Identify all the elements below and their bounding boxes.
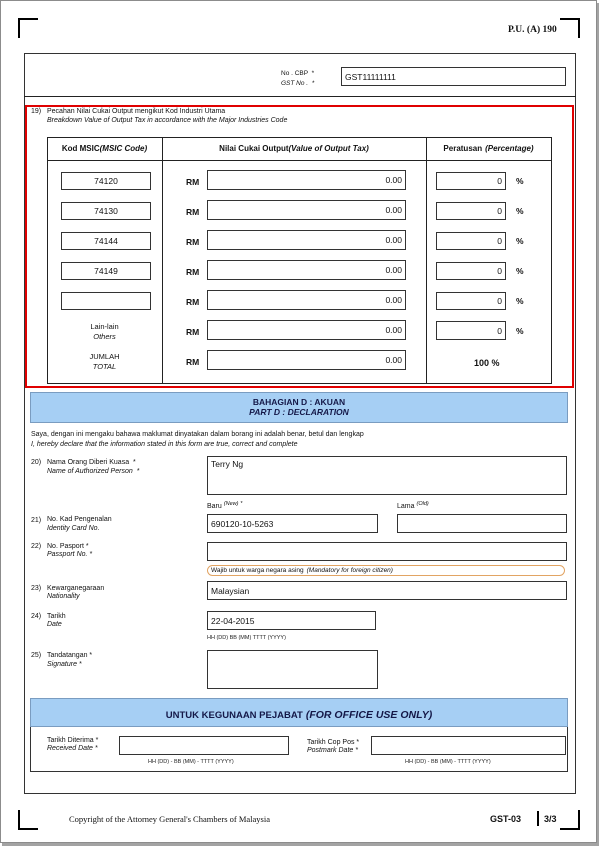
currency-label: RM [186,267,200,277]
ic-label-en: Identity Card No. [47,525,100,532]
section-divider [24,96,576,97]
part-d-header [30,392,568,423]
page-reference: P.U. (A) 190 [508,25,557,35]
output-tax-input-others[interactable] [207,320,406,340]
office-use-title-ms: UNTUK KEGUNAAN PEJABAT [165,710,303,721]
authorized-name-label-ms: Nama Orang Diberi Kuasa * [47,459,136,466]
ic-old-label [397,500,429,511]
part-d-title-en: PART D : DECLARATION [249,407,349,417]
received-date-format-hint: HH (DD) - BB (MM) - TTTT (YYYY) [148,759,234,765]
msic-code-input-3[interactable] [61,232,151,250]
output-tax-input-5[interactable] [207,290,406,310]
output-tax-header-ms: Nilai Cukai Output [219,144,289,153]
output-tax-input-3[interactable] [207,230,406,250]
signature-label-ms: Tandatangan * [47,652,93,659]
declaration-text-ms: Saya, dengan ini mengaku bahawa maklumat dinyatakan dalam borang ini adalah benar, betul dan lengkap [31,431,364,438]
percent-sign: % [516,206,524,216]
currency-label: RM [186,357,200,367]
postmark-date-format-hint: HH (DD) - BB (MM) - TTTT (YYYY) [405,759,491,765]
authorized-name-input[interactable] [207,456,567,495]
postmark-date-label-ms: Tarikh Cop Pos * [307,739,360,746]
currency-label: RM [186,327,200,337]
currency-label: RM [186,237,200,247]
received-date-input[interactable] [119,736,289,755]
percentage-input-others[interactable] [436,321,506,340]
passport-note-en: (Mandatory for foreign citizen) [306,567,393,574]
crop-mark-top-right [560,18,580,38]
total-percentage: 100 % [474,358,500,368]
received-date-label-en: Received Date * [47,745,98,752]
date-input[interactable] [207,611,376,630]
percent-sign: % [516,236,524,246]
section-19-number: 19) [31,108,42,115]
ic-new-input[interactable] [207,514,378,533]
field-21-number: 21) [31,517,42,524]
ic-old-label-ms: Lama [397,503,415,510]
currency-label: RM [186,207,200,217]
ic-new-label-ms: Baru [207,503,222,510]
total-label-ms: JUMLAH [89,352,120,361]
percent-sign: % [516,266,524,276]
others-label-ms: Lain-lain [90,322,119,331]
form-code: GST-03 [490,814,522,824]
field-22-number: 22) [31,543,42,550]
passport-note-ms: Wajib untuk warga negara asing [211,567,304,574]
date-label-en: Date [47,621,62,628]
crop-mark-top-left [18,18,38,38]
nationality-input[interactable] [207,581,567,600]
msic-code-input-1[interactable] [61,172,151,190]
output-tax-column-header [162,137,426,160]
ic-old-label-en: (Old) [416,501,429,507]
output-tax-input-4[interactable] [207,260,406,280]
percentage-column-header [426,137,551,160]
gst-number-label-en: GST No . * [281,80,315,87]
currency-label: RM [186,177,200,187]
ic-new-label [207,500,243,511]
others-label-en: Others [93,332,116,341]
output-tax-header-en: (Value of Output Tax) [288,144,369,153]
percentage-input-2[interactable] [436,202,506,220]
nationality-label-en: Nationality [47,593,80,600]
section-19-title-en: Breakdown Value of Output Tax in accordance with the Major Industries Code [47,117,288,124]
msic-table-col-divider-1 [162,137,163,384]
percentage-header-en: (Percentage) [485,144,534,153]
total-label-en: TOTAL [92,362,117,371]
ic-new-required: * [240,501,243,507]
msic-code-input-2[interactable] [61,202,151,220]
office-use-title-en: (FOR OFFICE USE ONLY) [305,709,433,721]
msic-header-ms: Kod MSIC [61,144,100,153]
passport-input[interactable] [207,542,567,561]
date-label-ms: Tarikh [47,613,66,620]
declaration-text-en: I, hereby declare that the information stated in this form are true, correct and complete [31,441,298,448]
passport-label-en: Passport No. * [47,551,93,558]
signature-label-en: Signature * [47,661,82,668]
msic-code-input-5[interactable] [61,292,151,310]
passport-mandatory-note [207,565,565,576]
percentage-input-1[interactable] [436,172,506,190]
percentage-input-3[interactable] [436,232,506,250]
field-20-number: 20) [31,459,42,466]
field-23-number: 23) [31,585,42,592]
passport-label-ms: No. Pasport * [47,543,89,550]
signature-box[interactable] [207,650,378,689]
ic-new-label-en: (New) [223,501,239,507]
output-tax-input-total[interactable] [207,350,406,370]
page-number: 3/3 [544,814,557,824]
received-date-label-ms: Tarikh Diterima * [47,737,99,744]
copyright-notice: Copyright of the Attorney General's Chambers of Malaysia [69,814,270,824]
msic-column-header [47,137,162,160]
nationality-label-ms: Kewarganegaraan [47,585,105,592]
field-24-number: 24) [31,613,42,620]
gst-number-input[interactable] [341,67,566,86]
msic-table-header-line [47,160,552,161]
part-d-title-ms: BAHAGIAN D : AKUAN [252,397,346,407]
msic-code-input-4[interactable] [61,262,151,280]
postmark-date-input[interactable] [371,736,566,755]
crop-mark-bottom-right [560,810,580,830]
output-tax-input-1[interactable] [207,170,406,190]
msic-header-en: (MSIC Code) [99,144,148,153]
crop-mark-bottom-left [18,810,38,830]
percent-sign: % [516,176,524,186]
date-format-hint: HH (DD) BB (MM) TTTT (YYYY) [207,635,286,641]
postmark-date-label-en: Postmark Date * [307,747,358,754]
ic-label-ms: No. Kad Pengenalan [47,516,112,523]
gst-number-label-ms: No . CBP * [281,70,315,77]
office-use-header [30,698,568,727]
output-tax-input-2[interactable] [207,200,406,220]
percentage-input-5[interactable] [436,292,506,310]
percentage-input-4[interactable] [436,262,506,280]
authorized-name-label-en: Name of Authorized Person * [47,468,140,475]
percent-sign: % [516,296,524,306]
footer-separator [537,811,539,826]
percentage-header-ms: Peratusan [443,144,483,153]
section-19-title-ms: Pecahan Nilai Cukai Output mengikut Kod Industri Utama [47,108,226,115]
field-25-number: 25) [31,652,42,659]
percent-sign: % [516,326,524,336]
currency-label: RM [186,297,200,307]
ic-old-input[interactable] [397,514,567,533]
msic-table-col-divider-2 [426,137,427,384]
